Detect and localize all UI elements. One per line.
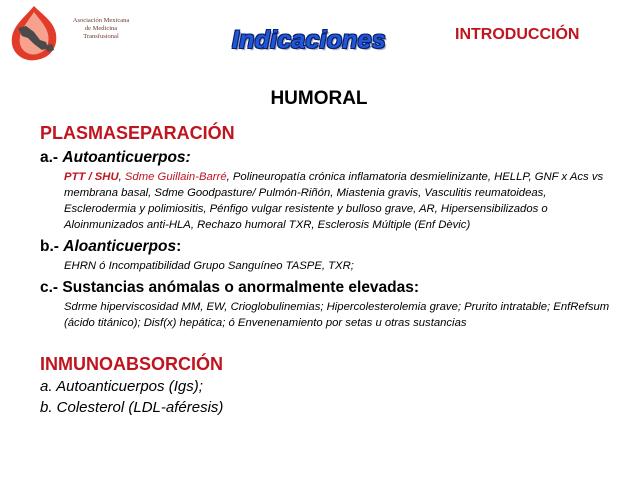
item-a-prefix: a.-: [40, 149, 63, 166]
org-line-2: de Medicina: [84, 25, 118, 32]
item-b-heading: b.- Aloanticuerpos:: [40, 238, 182, 255]
item-b-body: EHRN ó Incompatibilidad Grupo Sanguíneo TASPE, TXR;: [64, 260, 354, 272]
org-line-3: Transfusional: [83, 33, 119, 40]
plasma-heading: PLASMASEPARACIÓN: [40, 123, 235, 143]
item-a-text: , Polineuropatía crónica inflamatoria desmielinizante, HELLP, GNF x Acs vs membrana basal, Sdme Goodpasture/ Pulmón-Riñón, Miastenia gravis, Vasculitis reumatoideas, Esclerodermia y polimiositis, Pénfigo vulgar resistente y bulloso grave, AR, Hipersensibilizados o Aloinmunizados anti-HLA, Rechazo humoral TXR, Esclerosis Múltiple (Enf Dèvic): [64, 171, 604, 231]
subheading: HUMORAL: [270, 88, 368, 109]
item-a-body: PTT / SHU, Sdme Guillain-Barré, Polineuropatía crónica inflamatoria desmielinizante, HELLP, GNF x Acs vs membrana basal, Sdme Goodpasture/ Pulmón-Riñón, Miastenia gravis, Vasculitis reumatoideas, Esclerodermia y polimiositis, Pénfigo vulgar resistente y bulloso grave, AR, Hipersensibilizados o Aloinmunizados anti-HLA, Rechazo humoral TXR, Esclerosis Múltiple (Enf Dèvic): [64, 171, 604, 231]
slide-title: Indicaciones: [232, 26, 386, 54]
section-tag: INTRODUCCIÓN: [455, 26, 580, 43]
item-c-heading: c.- Sustancias anómalas o anormalmente elevadas:: [40, 279, 420, 296]
organization-logo: [4, 2, 134, 64]
inmuno-heading: INMUNOABSORCIÓN: [40, 354, 223, 374]
inmuno-item-2: b. Colesterol (LDL-aféresis): [40, 399, 224, 416]
flame-map-icon: [4, 2, 66, 64]
item-b-prefix: b.-: [40, 238, 64, 255]
slide-content: [40, 122, 630, 417]
inmuno-item-1: a. Autoanticuerpos (Igs);: [40, 378, 203, 395]
item-a-heading: [40, 148, 630, 167]
organization-name: [66, 17, 136, 41]
item-a-label: Autoanticuerpos:: [62, 149, 191, 166]
item-b-label: Aloanticuerpos: [63, 238, 177, 255]
item-a-highlight-1: PTT / SHU: [64, 171, 119, 183]
item-a-highlight-2: Sdme Guillain-Barré: [124, 171, 227, 183]
item-c-body: Sdrme hiperviscosidad MM, EW, Crioglobulinemias; Hipercolesterolemia grave; Prurito intratable; EnfRefsum (ácido titánico); Disf(x) hepática; ó Envenenamiento por setas u otras sustancias: [64, 301, 610, 329]
org-line-1: Asociación Mexicana: [72, 17, 130, 24]
